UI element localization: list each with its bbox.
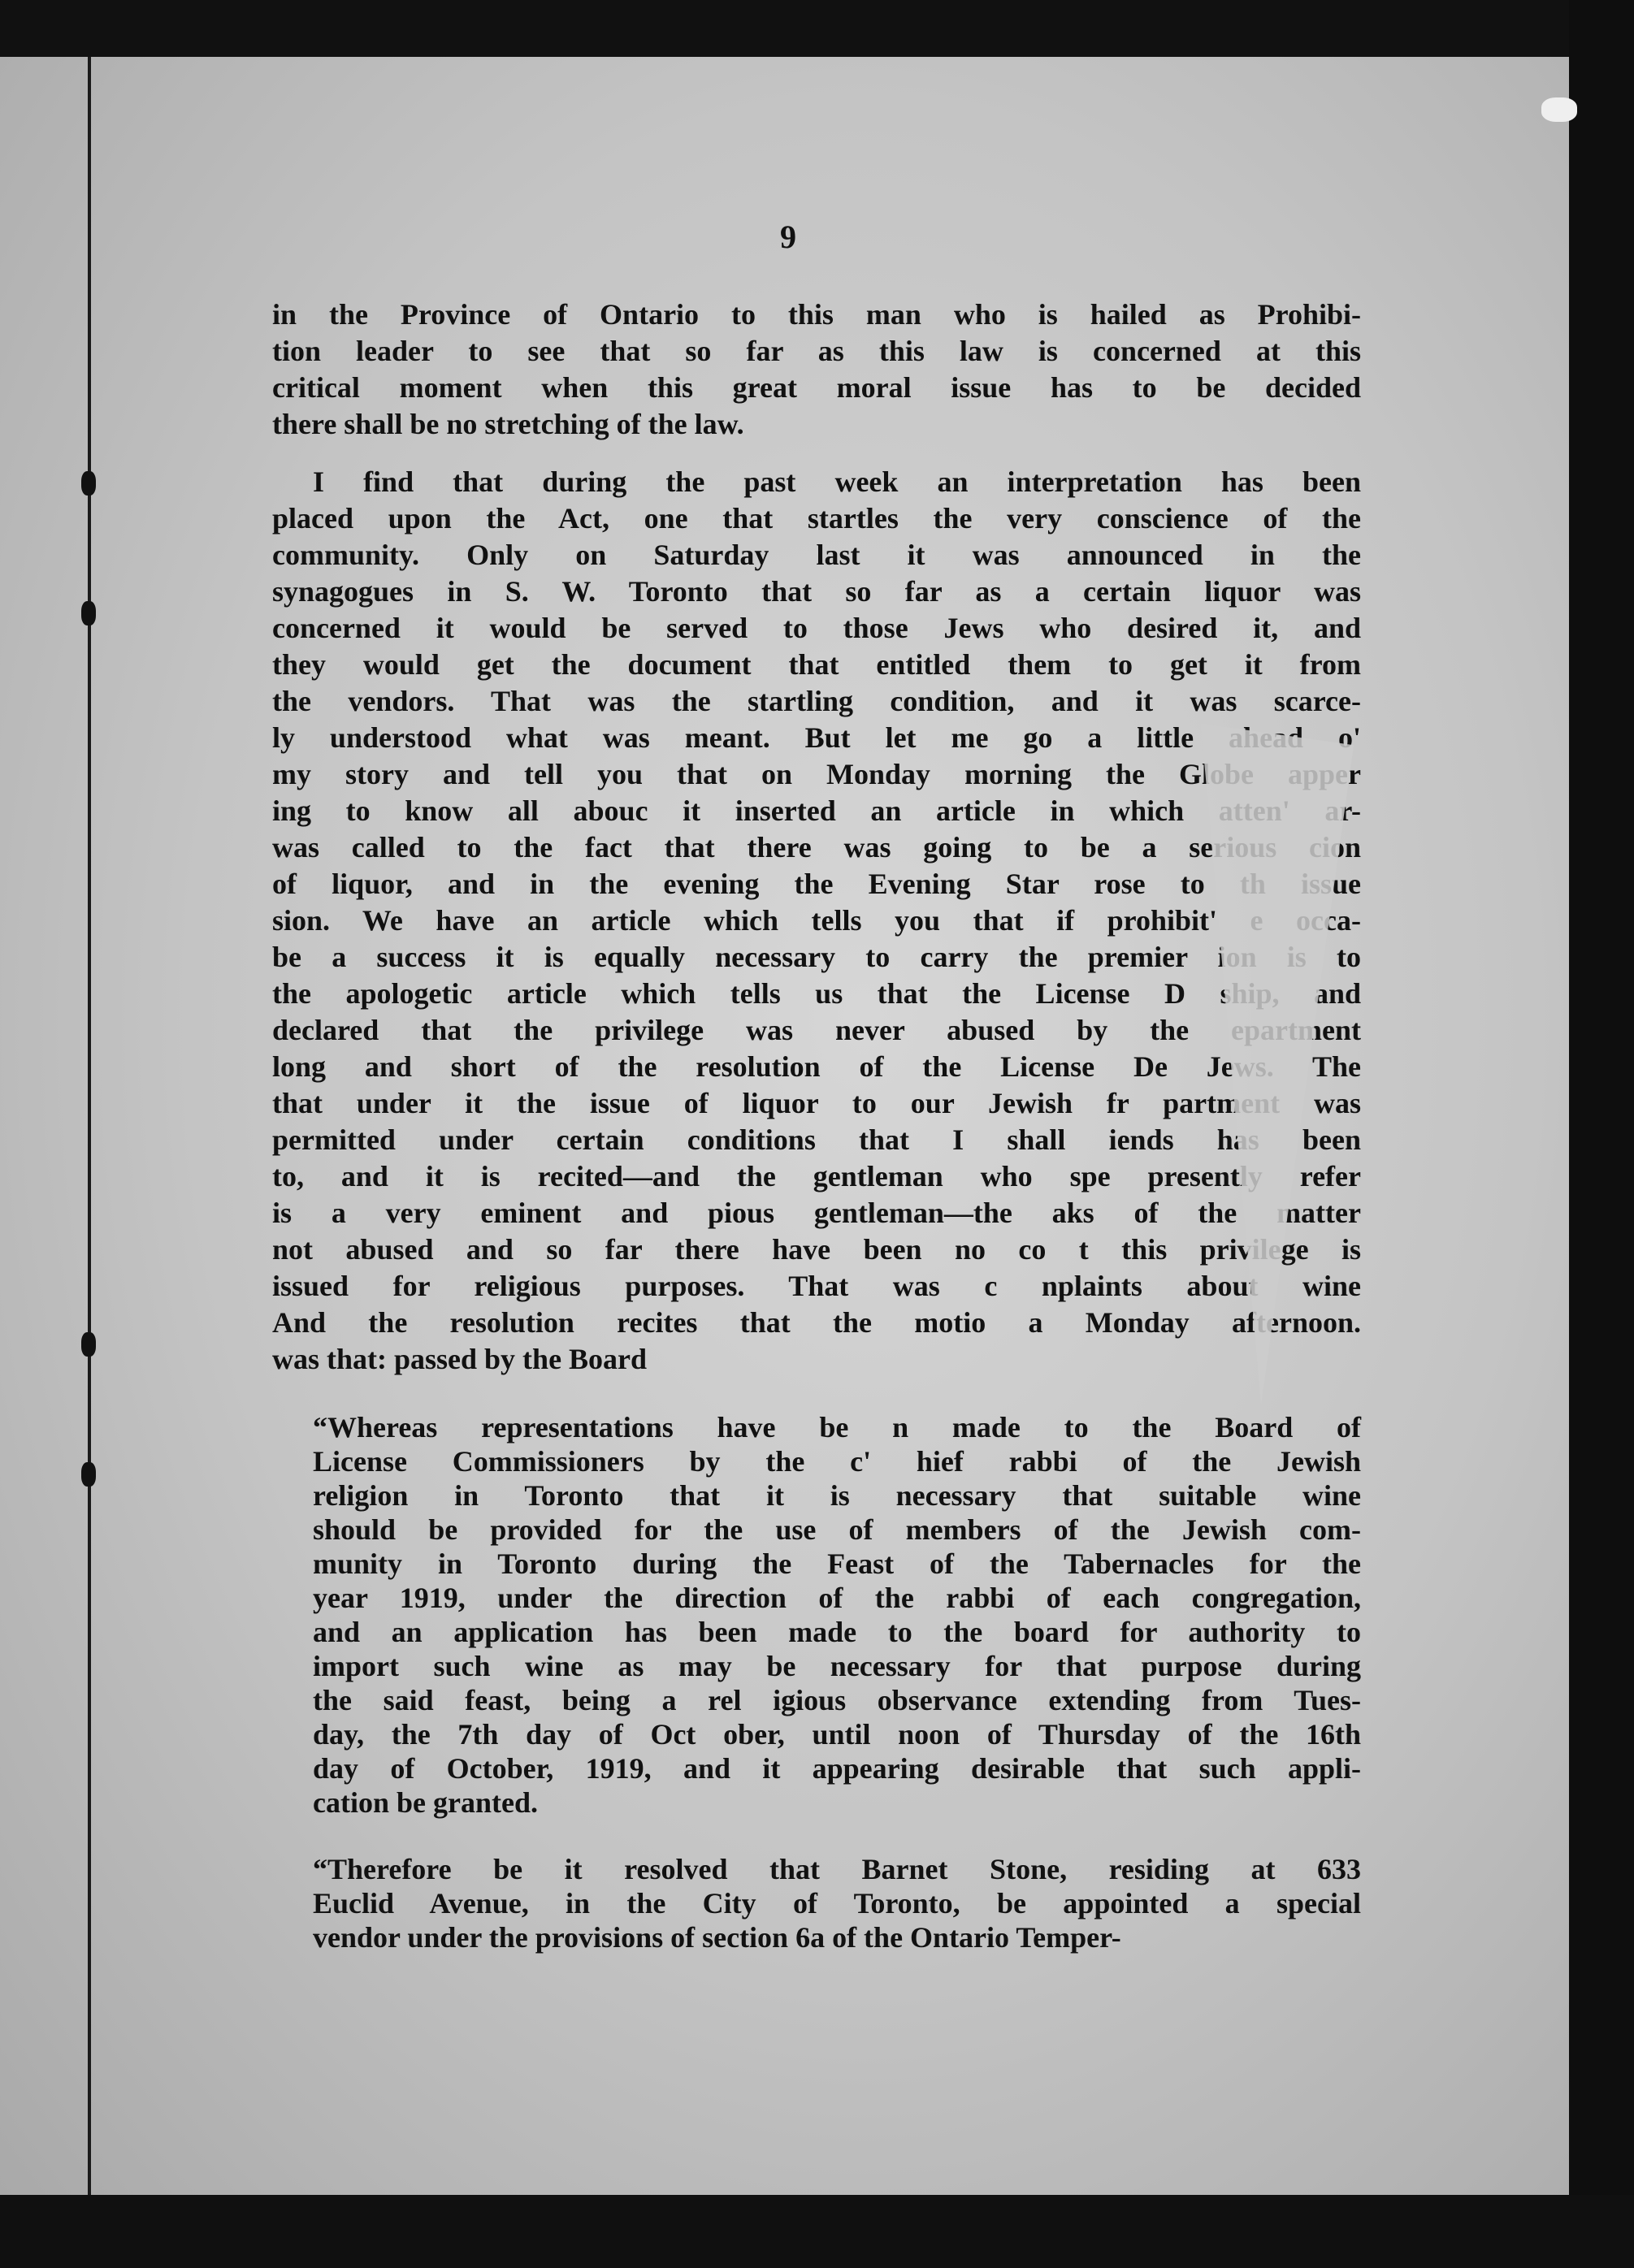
text-line: be a success it is equally necessary to carry the premier ion is to [272,941,1361,973]
text-line: and an application has been made to the board for authority to [313,1616,1361,1648]
text-line: was called to the fact that there was going to be a serious cion [272,831,1361,863]
text-line: “Therefore be it resolved that Barnet Stone, residing at 633 [313,1853,1361,1885]
text-line: the vendors. That was the startling condition, and it was scarce- [272,685,1361,717]
text-line: that under it the issue of liquor to our Jewish fr partment was [272,1087,1361,1119]
text-line: they would get the document that entitled them to get it from [272,648,1361,681]
text-line: my story and tell you that on Monday morning the Globe apper [272,758,1361,790]
text-line: “Whereas representations have be n made to the Board of [313,1411,1361,1443]
film-border-bottom [0,2195,1634,2268]
film-border-top [0,0,1634,57]
gutter-mark [81,1462,96,1487]
text-line: I find that during the past week an interpretation has been [313,465,1361,498]
text-line: to, and it is recited—and the gentleman who spe presently refer [272,1160,1361,1192]
text-line: long and short of the resolution of the License De Jews. The [272,1050,1361,1083]
text-line: of liquor, and in the evening the Evening Star rose to th issue [272,868,1361,900]
text-line: concerned it would be served to those Jews who desired it, and [272,612,1361,644]
text-line: not abused and so far there have been no co t this privilege is [272,1233,1361,1266]
text-line: sion. We have an article which tells you that if prohibit' e occa- [272,904,1361,937]
text-line: issued for religious purposes. That was c nplaints about wine [272,1270,1361,1302]
text-line: ly understood what was meant. But let me go a little ahead o' [272,721,1361,754]
text-line: permitted under certain conditions that I shall iends has been [272,1123,1361,1156]
quoted-resolution-therefore [272,1852,1361,1954]
gutter-mark [81,601,96,625]
text-line: day of October, 1919, and it appearing desirable that such appli- [313,1752,1361,1785]
text-line: tion leader to see that so far as this law is concerned at this [272,335,1361,367]
text-line: in the Province of Ontario to this man who is hailed as Prohibi- [272,298,1361,331]
text-line: And the resolution recites that the motio a Monday afternoon. [272,1306,1361,1339]
text-line: vendor under the provisions of section 6a of the Ontario Temper- [313,1921,1121,1954]
text-line: declared that the privilege was never abused by the epartment [272,1014,1361,1046]
text-line: the said feast, being a rel igious observance extending from Tues- [313,1684,1361,1716]
text-line: was that: passed by the Board [272,1343,648,1375]
text-line: License Commissioners by the c' hief rabbi of the Jewish [313,1445,1361,1478]
gutter-mark [81,471,96,496]
quoted-resolution-whereas [272,1410,1361,1820]
text-line: ing to know all abouc it inserted an article in which atten' ar- [272,794,1361,827]
text-line: day, the 7th day of Oct ober, until noon of Thursday of the 16th [313,1718,1361,1751]
gutter-mark [81,1332,96,1357]
text-line: critical moment when this great moral issue has to be decided [272,371,1361,404]
text-line: should be provided for the use of members of the Jewish com- [313,1513,1361,1546]
text-line: year 1919, under the direction of the rabbi of each congregation, [313,1582,1361,1614]
film-border-right [1569,0,1634,2268]
text-line: religion in Toronto that it is necessary that suitable wine [313,1479,1361,1512]
text-line: import such wine as may be necessary for that purpose during [313,1650,1361,1682]
text-line: placed upon the Act, one that startles the very conscience of the [272,502,1361,535]
text-line: munity in Toronto during the Feast of the Tabernacles for the [313,1547,1361,1580]
text-line: Euclid Avenue, in the City of Toronto, be appointed a special [313,1887,1361,1920]
text-line: community. Only on Saturday last it was announced in the [272,539,1361,571]
text-line: the apologetic article which tells us that the License D ship, and [272,977,1361,1010]
text-line: synagogues in S. W. Toronto that so far as a certain liquor was [272,575,1361,608]
text-line: cation be granted. [313,1786,538,1819]
document-body [272,296,1361,1976]
paragraph-1 [272,296,1361,443]
gutter-line [88,57,91,2195]
corner-speck [1541,97,1577,122]
text-line: is a very eminent and pious gentleman—the aks of the matter [272,1197,1361,1229]
text-line: there shall be no stretching of the law. [272,408,744,440]
paragraph-2 [272,464,1361,1378]
page-number: 9 [780,219,796,255]
